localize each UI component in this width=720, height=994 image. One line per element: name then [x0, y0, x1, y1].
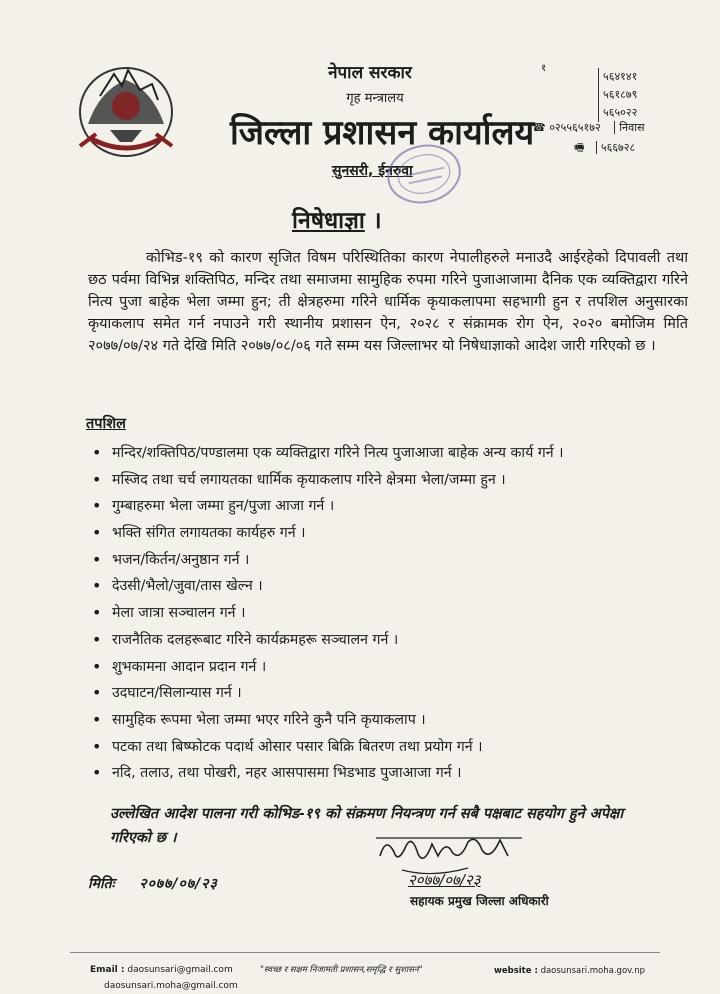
- closing-statement: उल्लेखित आदेश पालना गरी कोभिड-१९ को संक्रमण नियन्त्रण गर्न सबै पक्षबाट सहयोग हुने अपेक्षा गरिएको छ ।: [110, 806, 624, 846]
- issue-date: [88, 874, 218, 893]
- list-item: • मेला जात्रा सञ्चालन गर्न ।: [92, 600, 564, 627]
- date-label: मितिः: [88, 876, 115, 892]
- government-name: नेपाल सरकार: [328, 63, 412, 83]
- list-item: • राजनैतिक दलहरूबाट गरिने कार्यक्रमहरू सञ्चालन गर्न ।: [92, 627, 564, 654]
- footer-divider: [70, 952, 660, 953]
- phone-number: ५६४१४१: [598, 68, 637, 86]
- email-label: Email :: [90, 965, 125, 975]
- notice-body: कोभिड-१९ को कारण सृजित विषम परिस्थितिका कारण नेपालीहरुले मनाउदै आईरहेको दिपावली तथा छठ पर्वमा विभिन्न शक्तिपिठ, मन्दिर तथा समाजमा सामुहिक रुपमा गरिने पुजाआजामा दैनिक एक व्यक्तिद्वारा गरिने नित्य पुजा बाहेक भेला जम्मा हुन; ती क्षेत्रहरुमा गरिने धार्मिक कृयाकलापमा सहभागी हुन र तपशिल अनुसारका कृयाकलाप समेत गर्न नपाउने गरी स्थानीय प्रशासन ऐन, २०२८ र संक्रामक रोग ऐन, २०२० बमोजिम मिति २०७७/०७/२४ गते देखि मिति २०७७/०८/०६ गते सम्म यस जिल्लाभर यो निषेधाज्ञाको आदेश जारी गरिएको छ ।: [88, 250, 688, 354]
- notice-heading-text: निषेधाज्ञा: [292, 208, 365, 234]
- ministry-name: गृह मन्त्रालय: [346, 91, 404, 106]
- email-address: daosunsari@gmail.com: [127, 965, 233, 975]
- office-title: जिल्ला प्रशासन कार्यालय: [230, 113, 535, 153]
- notice-heading-mark: ।: [372, 208, 382, 234]
- signer-title: सहायक प्रमुख जिल्ला अधिकारी: [410, 894, 549, 908]
- residence-label: निवास: [614, 121, 644, 134]
- fax-number: ५६६७२८: [596, 141, 635, 154]
- fax-icon: 🖷: [574, 141, 585, 154]
- website-url: daosunsari.moha.gov.np: [540, 966, 646, 976]
- list-item: • भजन/किर्तन/अनुष्ठान गर्न ।: [92, 547, 564, 574]
- list-item: • मस्जिद तथा चर्च लगायतका धार्मिक कृयाकलाप गरिने क्षेत्रमा भेला/जम्मा हुन ।: [92, 467, 564, 494]
- phone-number: ५६५०२२: [598, 104, 637, 122]
- list-item: • सामुहिक रूपमा भेला जम्मा भएर गरिने कुनै पनि कृयाकलाप ।: [92, 707, 564, 734]
- footer-motto: "स्वच्छ र सक्षम निजामती प्रशासन,समृद्धि र सुशासन": [260, 965, 423, 975]
- signature-date: २०७७/०७/२३: [408, 871, 481, 889]
- list-item: • देउसी/भैलो/जुवा/तास खेल्न ।: [92, 573, 564, 600]
- email-address: daosunsari.moha@gmail.com: [104, 981, 238, 991]
- telephone-icon: ☎: [532, 121, 546, 134]
- office-location: सुनसरी, ईनरुवा: [332, 163, 413, 179]
- fax-line: [574, 139, 635, 158]
- schedule-title: तपशिल: [86, 416, 126, 432]
- residence-phone: ०२५५६५१७२: [549, 121, 601, 134]
- residence-phone-line: [532, 120, 645, 135]
- list-item: • गुम्बाहरुमा भेला जम्मा हुन/पुजा आजा गर्न ।: [92, 493, 564, 520]
- notice-heading: [292, 203, 382, 235]
- footer-email: [90, 962, 238, 994]
- phone-numbers: [598, 68, 637, 122]
- list-item: • शुभकामना आदान प्रदान गर्न ।: [92, 654, 564, 681]
- footer-website: [494, 966, 645, 976]
- list-item: • नदि, तलाउ, तथा पोखरी, नहर आसपासमा भिडभाड पुजाआजा गर्न ।: [92, 760, 564, 787]
- list-item: • उदघाटन/सिलान्यास गर्न ।: [92, 680, 564, 707]
- date-value: २०७७/०७/२३: [139, 876, 218, 892]
- list-item: • मन्दिर/शक्तिपिठ/पण्डालमा एक व्यक्तिद्वारा गरिने नित्य पुजाआजा बाहेक अन्य कार्य गर्न ।: [92, 440, 564, 467]
- list-item: • भक्ति संगित लगायतका कार्यहरु गर्न ।: [92, 520, 564, 547]
- reference-mark: १: [541, 63, 547, 74]
- list-item: • पटका तथा बिष्फोटक पदार्थ ओसार पसार बिक्रि बितरण तथा प्रयोग गर्न ।: [92, 734, 564, 761]
- phone-number: ५६१८७९: [598, 86, 637, 104]
- schedule-list: [92, 440, 564, 787]
- website-label: website :: [494, 966, 538, 976]
